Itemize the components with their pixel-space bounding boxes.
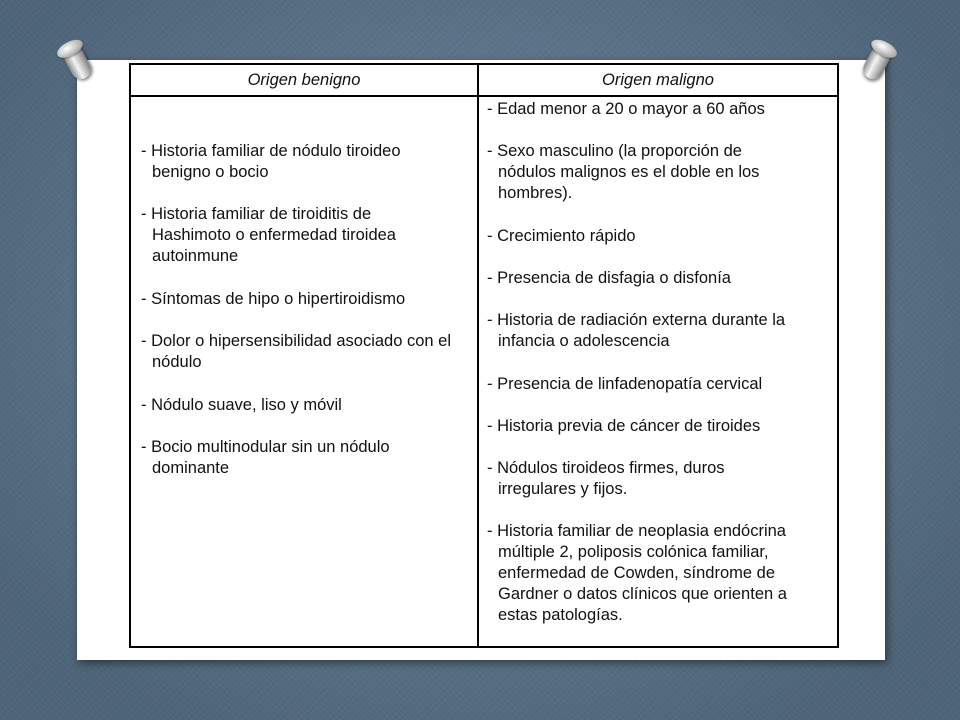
list-item: - Edad menor a 20 o mayor a 60 años [487,100,765,118]
list-item: - Historia familiar de nódulo tiroideo benigno o bocio [141,142,401,181]
list-item: - Síntomas de hipo o hipertiroidismo [141,290,406,308]
list-item: - Historia familiar de tiroiditis de Hashimoto o enfermedad tiroidea autoinmune [141,205,396,265]
list-item: - Dolor o hipersensibilidad asociado con el nódulo [141,332,452,371]
list-item: - Crecimiento rápido [487,227,636,245]
header-malignant: Origen maligno [479,65,837,97]
list-item: - Historia de radiación externa durante la infancia o adolescencia [487,311,786,350]
benign-column [131,97,479,646]
list-item: - Presencia de linfadenopatía cervical [487,375,763,393]
list-item: - Bocio multinodular sin un nódulo dominante [141,438,390,477]
comparison-table [129,63,839,648]
list-item: - Historia previa de cáncer de tiroides [487,417,761,435]
list-item: - Nódulos tiroideos firmes, duros irregulares y fijos. [487,459,725,498]
list-item: - Presencia de disfagia o disfonía [487,269,731,287]
malignant-column [479,97,837,646]
header-benign: Origen benigno [131,65,479,97]
list-item: - Historia familiar de neoplasia endócrina múltiple 2, poliposis colónica familiar, enfermedad de Cowden, síndrome de Gardner o datos clínicos que orienten a estas patologías. [487,522,787,624]
list-item: - Sexo masculino (la proporción de nódulos malignos es el doble en los hombres). [487,142,760,202]
list-item: - Nódulo suave, liso y móvil [141,396,342,414]
